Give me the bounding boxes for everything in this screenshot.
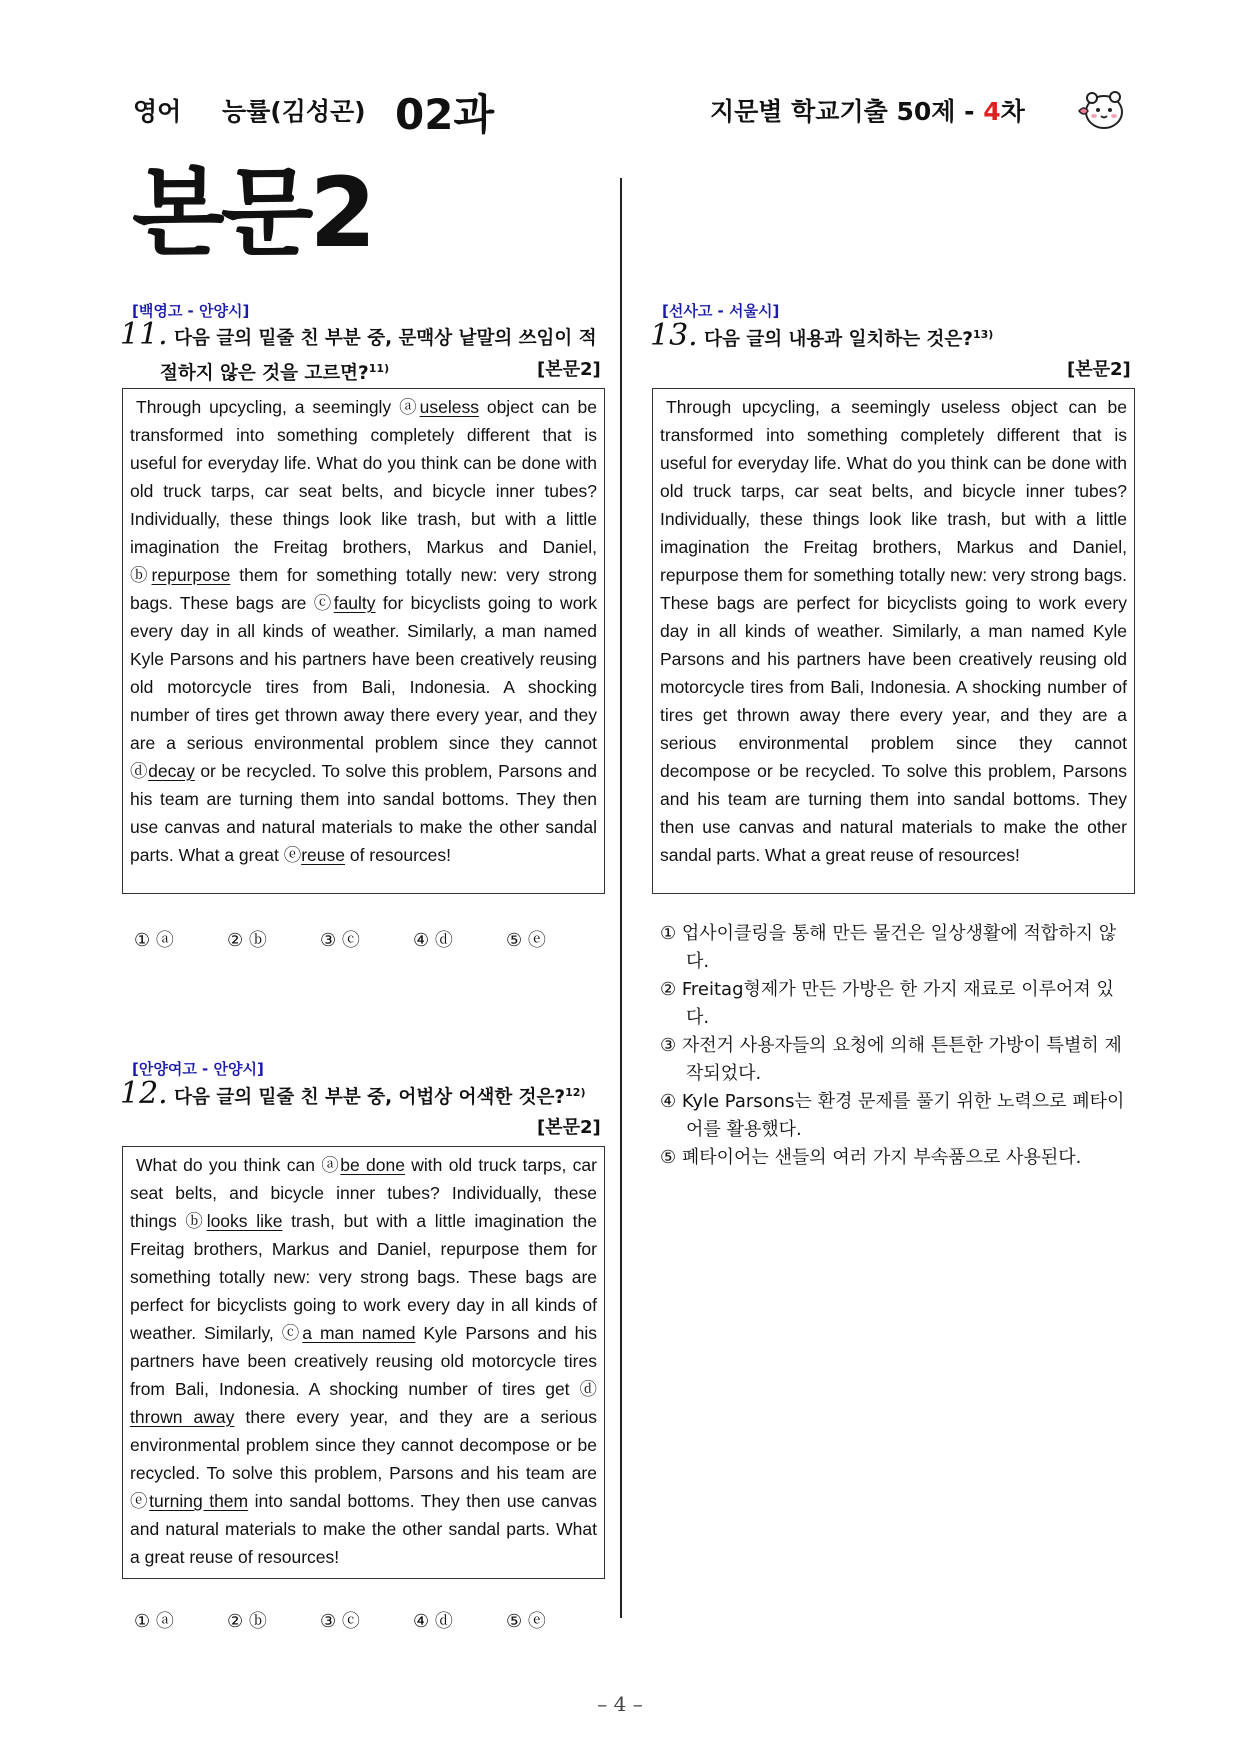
q12-underline-b: looks like xyxy=(206,1211,283,1231)
q11-school: [백영고 - 안양시] xyxy=(132,302,250,320)
q12-number: 12. xyxy=(120,1076,168,1112)
q12-underline-a: be done xyxy=(340,1155,405,1175)
marker-c: ⓒ xyxy=(313,593,334,613)
q13-tag: [본문2] xyxy=(1067,359,1131,380)
marker-a: ⓐ xyxy=(399,397,420,417)
q13-option-5[interactable]: ⑤ 폐타이어는 샌들의 여러 가지 부속품으로 사용된다. xyxy=(660,1147,1082,1168)
page-number: – 4 – xyxy=(597,1692,643,1716)
q12-footnote: 12) xyxy=(565,1086,586,1099)
q12-passage: What do you think can ⓐbe done with old truck tarps, car seat belts, and bicycle inner tubes? Individually, these things ⓑlooks like trash, but with a little imagination the Freitag brothers, Markus and Daniel, repurpose them for something totally new: very strong bags. These bags are perfect for bicyclists going to work every day in all kinds of weather. Similarly, ⓒa man named Kyle Parsons and his partners have been creatively reusing old motorcycle tires from Bali, Indonesia. A shocking number of tires get ⓓ thrown away there every year, and they are a serious environmental problem since they cannot decompose or be recycled. To solve this problem, Parsons and his team are ⓔturning them into sandal bottoms. They then use canvas and natural materials to make the other sandal parts. What a great reuse of resources! xyxy=(130,1155,598,1567)
marker-b: ⓑ xyxy=(130,565,152,585)
q11-question xyxy=(120,317,600,389)
q12-school: [안양여고 - 안양시] xyxy=(132,1060,264,1078)
q13-passage: Through upcycling, a seemingly useless object can be transformed into something completely different that is useful for everyday life. What do you think can be done with old truck tarps, car seat belts, and bicycle inner tubes? Individually, these things look like trash, but with a little imagination the Freitag brothers, Markus and Daniel, repurpose them for something totally new: very strong bags. These bags are perfect for bicyclists going to work every day in all kinds of weather. Similarly, a man named Kyle Parsons and his partners have been creatively reusing old motorcycle tires from Bali, Indonesia. A shocking number of tires get thrown away there every year, and they are a serious environmental problem since they cannot decompose or be recycled. To solve this problem, Parsons and his team are turning them into sandal bottoms. They then use canvas and natural materials to make the other sandal parts. What a great reuse of resources! xyxy=(660,397,1127,865)
marker-b: ⓑ xyxy=(185,1211,207,1231)
q13-school: [선사고 - 서울시] xyxy=(662,302,780,320)
q12-underline-c: a man named xyxy=(302,1323,416,1343)
q11-choices xyxy=(134,926,599,952)
lesson-label: 02과 xyxy=(395,90,495,139)
q11-passage-box xyxy=(122,388,605,894)
q13-option-2[interactable]: ② Freitag형제가 만든 가방은 한 가지 재료로 이루어져 있다. xyxy=(660,979,1114,1028)
q12-choice-1[interactable]: ① ⓐ xyxy=(134,1611,174,1632)
q11-choice-4[interactable]: ④ ⓓ xyxy=(413,930,453,951)
series-round-suffix: 차 xyxy=(1000,97,1025,126)
marker-a: ⓐ xyxy=(321,1155,341,1175)
q12-underline-e: turning them xyxy=(149,1491,249,1511)
q11-choice-5[interactable]: ⑤ ⓔ xyxy=(506,930,546,951)
q12-choice-5[interactable]: ⑤ ⓔ xyxy=(506,1611,546,1632)
q12-choice-4[interactable]: ④ ⓓ xyxy=(413,1611,453,1632)
marker-d: ⓓ xyxy=(579,1379,597,1399)
q11-underline-c: faulty xyxy=(333,593,376,613)
q11-question-text: 다음 글의 밑줄 친 부분 중, 문맥상 낱말의 쓰임이 적절하지 않은 것을 고르면? xyxy=(160,328,597,385)
q11-choice-3[interactable]: ③ ⓒ xyxy=(320,930,360,951)
q12-choice-3[interactable]: ③ ⓒ xyxy=(320,1611,360,1632)
cute-bear-face-icon xyxy=(1075,85,1127,137)
q11-choice-1[interactable]: ① ⓐ xyxy=(134,930,174,951)
q12-tag: [본문2] xyxy=(537,1117,601,1138)
marker-c: ⓒ xyxy=(281,1323,303,1343)
q11-passage: Through upcycling, a seemingly ⓐuseless object can be transformed into something completely different that is useful for everyday life. What do you think can be done with old truck tarps, car seat belts, and bicycle inner tubes? Individually, these things look like trash, but with a little imagination the Freitag brothers, Markus and Daniel, ⓑrepurpose them for something totally new: very strong bags. These bags are ⓒfaulty for bicyclists going to work every day in all kinds of weather. Similarly, a man named Kyle Parsons and his partners have been creatively reusing old motorcycle tires from Bali, Indonesia. A shocking number of tires get thrown away there every year, and they are a serious environmental problem since they cannot ⓓdecay or be recycled. To solve this problem, Parsons and his team are turning them into sandal bottoms. They then use canvas and natural materials to make the other sandal parts. What a great ⓔreuse of resources! xyxy=(130,397,598,865)
q12-choices xyxy=(134,1607,599,1633)
series-label xyxy=(710,92,1025,128)
q11-underline-e: reuse xyxy=(301,845,345,865)
q13-option-1[interactable]: ① 업사이클링을 통해 만든 물건은 일상생활에 적합하지 않다. xyxy=(660,923,1117,972)
subject-label: 영어 xyxy=(133,97,182,126)
series-round-number: 4 xyxy=(983,97,1001,126)
q13-number: 13. xyxy=(650,318,698,354)
q12-question-text: 다음 글의 밑줄 친 부분 중, 어법상 어색한 것은? xyxy=(174,1087,566,1109)
q11-footnote: 11) xyxy=(368,362,390,375)
section-title: 본문2 xyxy=(132,157,373,269)
q11-underline-d: decay xyxy=(148,761,195,781)
publisher-label: 능률(김성곤) xyxy=(222,97,366,126)
column-divider xyxy=(620,178,622,1618)
q13-options xyxy=(660,920,1130,1172)
q12-question xyxy=(120,1078,600,1113)
q11-choice-2[interactable]: ② ⓑ xyxy=(227,930,267,951)
series-prefix: 지문별 학교기출 50제 - xyxy=(710,97,975,126)
q11-underline-a: useless xyxy=(419,397,479,417)
marker-e: ⓔ xyxy=(130,1491,150,1511)
q13-question xyxy=(650,320,1130,355)
q13-option-4[interactable]: ④ Kyle Parsons는 환경 문제를 풀기 위한 노력으로 폐타이어를 활용했다. xyxy=(660,1091,1125,1140)
marker-e: ⓔ xyxy=(283,845,302,865)
q13-question-text: 다음 글의 내용과 일치하는 것은? xyxy=(704,329,973,351)
marker-d: ⓓ xyxy=(130,761,149,781)
q12-underline-d: thrown away xyxy=(130,1407,235,1427)
q12-choice-2[interactable]: ② ⓑ xyxy=(227,1611,267,1632)
q11-underline-b: repurpose xyxy=(151,565,231,585)
q13-option-3[interactable]: ③ 자전거 사용자들의 요청에 의해 튼튼한 가방이 특별히 제작되었다. xyxy=(660,1035,1122,1084)
q13-footnote: 13) xyxy=(973,328,994,341)
q12-passage-box xyxy=(122,1146,605,1579)
q11-tag: [본문2] xyxy=(537,359,601,380)
q13-passage-box xyxy=(652,388,1135,894)
q11-number: 11. xyxy=(120,317,168,352)
